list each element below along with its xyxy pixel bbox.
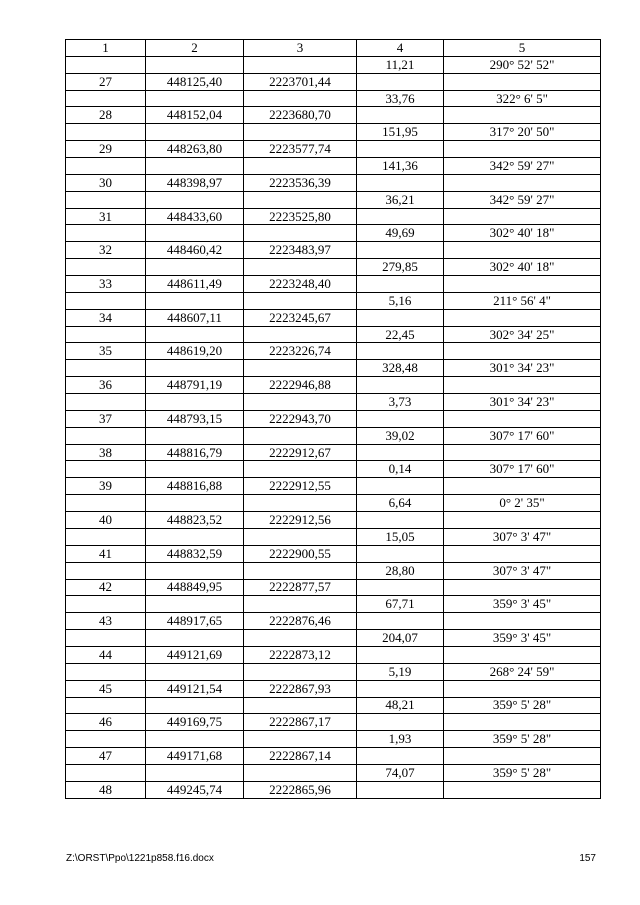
table-cell bbox=[357, 410, 444, 427]
table-row bbox=[66, 545, 601, 562]
table-cell bbox=[244, 596, 357, 613]
table-cell bbox=[357, 579, 444, 596]
table-cell: 301° 34' 23" bbox=[444, 394, 601, 411]
table-cell bbox=[444, 613, 601, 630]
table-cell bbox=[66, 764, 146, 781]
table-cell bbox=[357, 107, 444, 124]
table-cell bbox=[146, 326, 244, 343]
table-row bbox=[66, 107, 601, 124]
table-row bbox=[66, 208, 601, 225]
table-cell: 2223226,74 bbox=[244, 343, 357, 360]
table-row bbox=[66, 528, 601, 545]
table-cell bbox=[146, 495, 244, 512]
table-row bbox=[66, 394, 601, 411]
table-cell: 302° 34' 25" bbox=[444, 326, 601, 343]
table-cell: 2222946,88 bbox=[244, 377, 357, 394]
table-cell: 448611,49 bbox=[146, 276, 244, 293]
table-cell bbox=[66, 697, 146, 714]
table-row bbox=[66, 613, 601, 630]
table-cell: 448152,04 bbox=[146, 107, 244, 124]
table-cell: 307° 17' 60" bbox=[444, 461, 601, 478]
table-cell: 49,69 bbox=[357, 225, 444, 242]
table-cell: 322° 6' 5" bbox=[444, 90, 601, 107]
table-cell: 11,21 bbox=[357, 56, 444, 73]
table-row bbox=[66, 410, 601, 427]
table-cell: 74,07 bbox=[357, 764, 444, 781]
table-cell: 448460,42 bbox=[146, 242, 244, 259]
table-cell bbox=[444, 748, 601, 765]
table-cell bbox=[146, 461, 244, 478]
table-cell: 37 bbox=[66, 410, 146, 427]
table-cell bbox=[444, 73, 601, 90]
table-cell: 67,71 bbox=[357, 596, 444, 613]
table-cell bbox=[66, 225, 146, 242]
table-cell bbox=[244, 56, 357, 73]
table-cell bbox=[357, 276, 444, 293]
table-cell: 1,93 bbox=[357, 731, 444, 748]
table-row bbox=[66, 276, 601, 293]
table-cell: 2222877,57 bbox=[244, 579, 357, 596]
column-header: 3 bbox=[244, 40, 357, 57]
table-row bbox=[66, 663, 601, 680]
table-cell bbox=[444, 410, 601, 427]
table-cell bbox=[357, 646, 444, 663]
table-cell: 2222912,56 bbox=[244, 512, 357, 529]
table-cell bbox=[146, 225, 244, 242]
table-cell: 30 bbox=[66, 174, 146, 191]
table-cell bbox=[357, 309, 444, 326]
table-cell: 359° 5' 28" bbox=[444, 764, 601, 781]
table-row bbox=[66, 360, 601, 377]
table-cell bbox=[146, 697, 244, 714]
table-row bbox=[66, 495, 601, 512]
table-cell: 2223525,80 bbox=[244, 208, 357, 225]
table-cell bbox=[244, 495, 357, 512]
table-row bbox=[66, 512, 601, 529]
table-cell bbox=[357, 781, 444, 798]
table-cell bbox=[146, 259, 244, 276]
table-row bbox=[66, 309, 601, 326]
table-cell bbox=[66, 596, 146, 613]
table-cell: 46 bbox=[66, 714, 146, 731]
table-cell: 2222876,46 bbox=[244, 613, 357, 630]
table-cell: 279,85 bbox=[357, 259, 444, 276]
table-cell: 15,05 bbox=[357, 528, 444, 545]
table-cell bbox=[357, 208, 444, 225]
table-cell: 42 bbox=[66, 579, 146, 596]
table-cell: 38 bbox=[66, 444, 146, 461]
table-cell bbox=[146, 56, 244, 73]
table-cell bbox=[244, 394, 357, 411]
table-cell bbox=[66, 663, 146, 680]
table-cell: 448917,65 bbox=[146, 613, 244, 630]
coordinates-table bbox=[65, 39, 601, 799]
table-cell: 448816,88 bbox=[146, 478, 244, 495]
table-cell: 328,48 bbox=[357, 360, 444, 377]
table-cell bbox=[66, 259, 146, 276]
table-row bbox=[66, 225, 601, 242]
table-cell: 2222867,14 bbox=[244, 748, 357, 765]
table-cell: 211° 56' 4" bbox=[444, 292, 601, 309]
table-cell: 2223536,39 bbox=[244, 174, 357, 191]
table-cell bbox=[66, 630, 146, 647]
table-cell: 151,95 bbox=[357, 124, 444, 141]
table-cell: 33 bbox=[66, 276, 146, 293]
table-row bbox=[66, 158, 601, 175]
table-row bbox=[66, 124, 601, 141]
table-row bbox=[66, 444, 601, 461]
table-cell bbox=[444, 680, 601, 697]
table-cell: 448791,19 bbox=[146, 377, 244, 394]
table-cell bbox=[357, 748, 444, 765]
table-row bbox=[66, 191, 601, 208]
table-cell: 2222900,55 bbox=[244, 545, 357, 562]
table-cell: 2222867,93 bbox=[244, 680, 357, 697]
table-cell: 307° 3' 47" bbox=[444, 562, 601, 579]
table-cell bbox=[444, 512, 601, 529]
table-row bbox=[66, 596, 601, 613]
page-number: 157 bbox=[579, 853, 596, 864]
table-cell: 28,80 bbox=[357, 562, 444, 579]
table-cell: 302° 40' 18" bbox=[444, 225, 601, 242]
table-cell: 5,16 bbox=[357, 292, 444, 309]
table-row bbox=[66, 174, 601, 191]
table-cell: 48,21 bbox=[357, 697, 444, 714]
table-cell: 449169,75 bbox=[146, 714, 244, 731]
table-cell: 359° 5' 28" bbox=[444, 697, 601, 714]
table-cell: 342° 59' 27" bbox=[444, 191, 601, 208]
table-cell bbox=[444, 174, 601, 191]
table-cell bbox=[146, 191, 244, 208]
table-cell bbox=[357, 444, 444, 461]
table-cell: 307° 17' 60" bbox=[444, 427, 601, 444]
table-cell: 39 bbox=[66, 478, 146, 495]
table-cell: 34 bbox=[66, 309, 146, 326]
column-header: 2 bbox=[146, 40, 244, 57]
table-row bbox=[66, 630, 601, 647]
table-cell bbox=[244, 158, 357, 175]
table-cell: 448263,80 bbox=[146, 141, 244, 158]
table-cell: 2223245,67 bbox=[244, 309, 357, 326]
table-cell bbox=[146, 427, 244, 444]
table-cell: 342° 59' 27" bbox=[444, 158, 601, 175]
table-cell: 2223483,97 bbox=[244, 242, 357, 259]
table-cell: 448433,60 bbox=[146, 208, 244, 225]
table-cell: 22,45 bbox=[357, 326, 444, 343]
table-cell bbox=[357, 343, 444, 360]
table-cell: 307° 3' 47" bbox=[444, 528, 601, 545]
table-cell bbox=[146, 596, 244, 613]
table-cell bbox=[66, 360, 146, 377]
table-cell: 29 bbox=[66, 141, 146, 158]
table-cell bbox=[357, 512, 444, 529]
table-cell: 448816,79 bbox=[146, 444, 244, 461]
table-cell bbox=[244, 124, 357, 141]
table-row bbox=[66, 646, 601, 663]
table-cell bbox=[66, 56, 146, 73]
table-body bbox=[66, 56, 601, 798]
table-cell: 0° 2' 35" bbox=[444, 495, 601, 512]
table-cell: 32 bbox=[66, 242, 146, 259]
table-cell: 359° 3' 45" bbox=[444, 630, 601, 647]
table-cell bbox=[66, 394, 146, 411]
table-row bbox=[66, 461, 601, 478]
table-cell: 141,36 bbox=[357, 158, 444, 175]
table-row bbox=[66, 343, 601, 360]
column-header: 5 bbox=[444, 40, 601, 57]
table-row bbox=[66, 56, 601, 73]
table-cell bbox=[66, 158, 146, 175]
table-cell bbox=[146, 630, 244, 647]
table-cell: 448398,97 bbox=[146, 174, 244, 191]
table-cell: 31 bbox=[66, 208, 146, 225]
table-cell bbox=[146, 731, 244, 748]
table-cell bbox=[244, 191, 357, 208]
table-row bbox=[66, 579, 601, 596]
table-cell bbox=[244, 630, 357, 647]
table-cell: 2222943,70 bbox=[244, 410, 357, 427]
table-cell bbox=[66, 427, 146, 444]
table-cell: 33,76 bbox=[357, 90, 444, 107]
table-cell: 0,14 bbox=[357, 461, 444, 478]
table-row bbox=[66, 562, 601, 579]
table-cell: 47 bbox=[66, 748, 146, 765]
table-row bbox=[66, 141, 601, 158]
table-cell bbox=[244, 360, 357, 377]
table-cell bbox=[244, 90, 357, 107]
table-row bbox=[66, 377, 601, 394]
table-cell bbox=[444, 646, 601, 663]
table-cell: 45 bbox=[66, 680, 146, 697]
table-cell bbox=[444, 107, 601, 124]
table-cell bbox=[357, 174, 444, 191]
table-cell: 359° 3' 45" bbox=[444, 596, 601, 613]
table-cell: 43 bbox=[66, 613, 146, 630]
table-cell bbox=[66, 461, 146, 478]
table-cell bbox=[244, 259, 357, 276]
table-cell: 448832,59 bbox=[146, 545, 244, 562]
table-cell bbox=[66, 292, 146, 309]
table-cell bbox=[357, 141, 444, 158]
table-cell: 290° 52' 52" bbox=[444, 56, 601, 73]
table-row bbox=[66, 680, 601, 697]
table-cell bbox=[244, 427, 357, 444]
table-cell bbox=[357, 73, 444, 90]
table-header-row bbox=[66, 40, 601, 57]
column-header: 1 bbox=[66, 40, 146, 57]
table-cell bbox=[444, 478, 601, 495]
table-cell bbox=[357, 680, 444, 697]
table-cell bbox=[244, 562, 357, 579]
table-cell: 35 bbox=[66, 343, 146, 360]
table-row bbox=[66, 242, 601, 259]
table-cell bbox=[146, 360, 244, 377]
table-cell: 449121,54 bbox=[146, 680, 244, 697]
table-cell bbox=[146, 292, 244, 309]
table-cell bbox=[146, 663, 244, 680]
table-cell bbox=[146, 528, 244, 545]
table-row bbox=[66, 292, 601, 309]
table-cell bbox=[146, 764, 244, 781]
table-cell bbox=[444, 377, 601, 394]
table-cell bbox=[444, 714, 601, 731]
table-cell: 359° 5' 28" bbox=[444, 731, 601, 748]
table-cell bbox=[146, 158, 244, 175]
table-cell: 449171,68 bbox=[146, 748, 244, 765]
table-row bbox=[66, 73, 601, 90]
table-cell bbox=[244, 292, 357, 309]
table-cell: 6,64 bbox=[357, 495, 444, 512]
table-row bbox=[66, 427, 601, 444]
table-cell bbox=[146, 562, 244, 579]
table-cell: 2223577,74 bbox=[244, 141, 357, 158]
table-cell: 2222867,17 bbox=[244, 714, 357, 731]
table-cell bbox=[66, 495, 146, 512]
table-cell bbox=[244, 326, 357, 343]
table-row bbox=[66, 748, 601, 765]
table-cell bbox=[244, 764, 357, 781]
table-cell: 448607,11 bbox=[146, 309, 244, 326]
table-cell: 448619,20 bbox=[146, 343, 244, 360]
table-cell bbox=[444, 276, 601, 293]
table-cell: 448823,52 bbox=[146, 512, 244, 529]
table-cell: 2222912,55 bbox=[244, 478, 357, 495]
table-row bbox=[66, 697, 601, 714]
table-cell: 27 bbox=[66, 73, 146, 90]
table-cell: 5,19 bbox=[357, 663, 444, 680]
table-cell bbox=[357, 377, 444, 394]
table-cell: 204,07 bbox=[357, 630, 444, 647]
table-cell bbox=[66, 731, 146, 748]
table-cell bbox=[244, 461, 357, 478]
table-cell: 449121,69 bbox=[146, 646, 244, 663]
table-cell bbox=[146, 124, 244, 141]
table-cell: 48 bbox=[66, 781, 146, 798]
table-cell bbox=[357, 242, 444, 259]
table-cell bbox=[357, 545, 444, 562]
table-cell: 301° 34' 23" bbox=[444, 360, 601, 377]
table-cell bbox=[444, 141, 601, 158]
table-cell: 3,73 bbox=[357, 394, 444, 411]
table-cell: 36,21 bbox=[357, 191, 444, 208]
table-cell: 28 bbox=[66, 107, 146, 124]
table-cell: 44 bbox=[66, 646, 146, 663]
table-row bbox=[66, 731, 601, 748]
table-cell: 2223701,44 bbox=[244, 73, 357, 90]
table-row bbox=[66, 90, 601, 107]
table-cell bbox=[444, 545, 601, 562]
table-cell: 448125,40 bbox=[146, 73, 244, 90]
table-cell: 302° 40' 18" bbox=[444, 259, 601, 276]
table-cell bbox=[444, 781, 601, 798]
table-cell bbox=[444, 242, 601, 259]
table-cell bbox=[66, 191, 146, 208]
table-cell: 317° 20' 50" bbox=[444, 124, 601, 141]
column-header: 4 bbox=[357, 40, 444, 57]
table-cell bbox=[244, 225, 357, 242]
table-row bbox=[66, 259, 601, 276]
table-cell bbox=[66, 562, 146, 579]
table-cell bbox=[146, 394, 244, 411]
table-cell bbox=[244, 731, 357, 748]
table-cell bbox=[244, 697, 357, 714]
table-cell bbox=[244, 663, 357, 680]
table-cell bbox=[444, 208, 601, 225]
table-cell bbox=[444, 309, 601, 326]
table-cell: 448793,15 bbox=[146, 410, 244, 427]
table-cell bbox=[66, 124, 146, 141]
table-cell: 268° 24' 59" bbox=[444, 663, 601, 680]
table-cell: 449245,74 bbox=[146, 781, 244, 798]
table-cell bbox=[357, 714, 444, 731]
table-cell: 36 bbox=[66, 377, 146, 394]
table-cell: 39,02 bbox=[357, 427, 444, 444]
table-cell: 41 bbox=[66, 545, 146, 562]
table-row bbox=[66, 326, 601, 343]
table-cell bbox=[357, 613, 444, 630]
table-row bbox=[66, 764, 601, 781]
table-cell bbox=[444, 444, 601, 461]
table-row bbox=[66, 714, 601, 731]
table-cell: 2222912,67 bbox=[244, 444, 357, 461]
table-cell bbox=[244, 528, 357, 545]
table-cell bbox=[357, 478, 444, 495]
table-cell bbox=[66, 90, 146, 107]
table-row bbox=[66, 781, 601, 798]
table-cell: 448849,95 bbox=[146, 579, 244, 596]
table-cell: 40 bbox=[66, 512, 146, 529]
table-cell bbox=[146, 90, 244, 107]
table-cell bbox=[444, 579, 601, 596]
table-cell: 2222865,96 bbox=[244, 781, 357, 798]
table-cell: 2222873,12 bbox=[244, 646, 357, 663]
table-cell: 2223680,70 bbox=[244, 107, 357, 124]
table-row bbox=[66, 478, 601, 495]
table-cell: 2223248,40 bbox=[244, 276, 357, 293]
document-path: Z:\ORST\Ppo\1221p858.f16.docx bbox=[66, 853, 214, 864]
table-cell bbox=[66, 528, 146, 545]
table-cell bbox=[66, 326, 146, 343]
table-cell bbox=[444, 343, 601, 360]
